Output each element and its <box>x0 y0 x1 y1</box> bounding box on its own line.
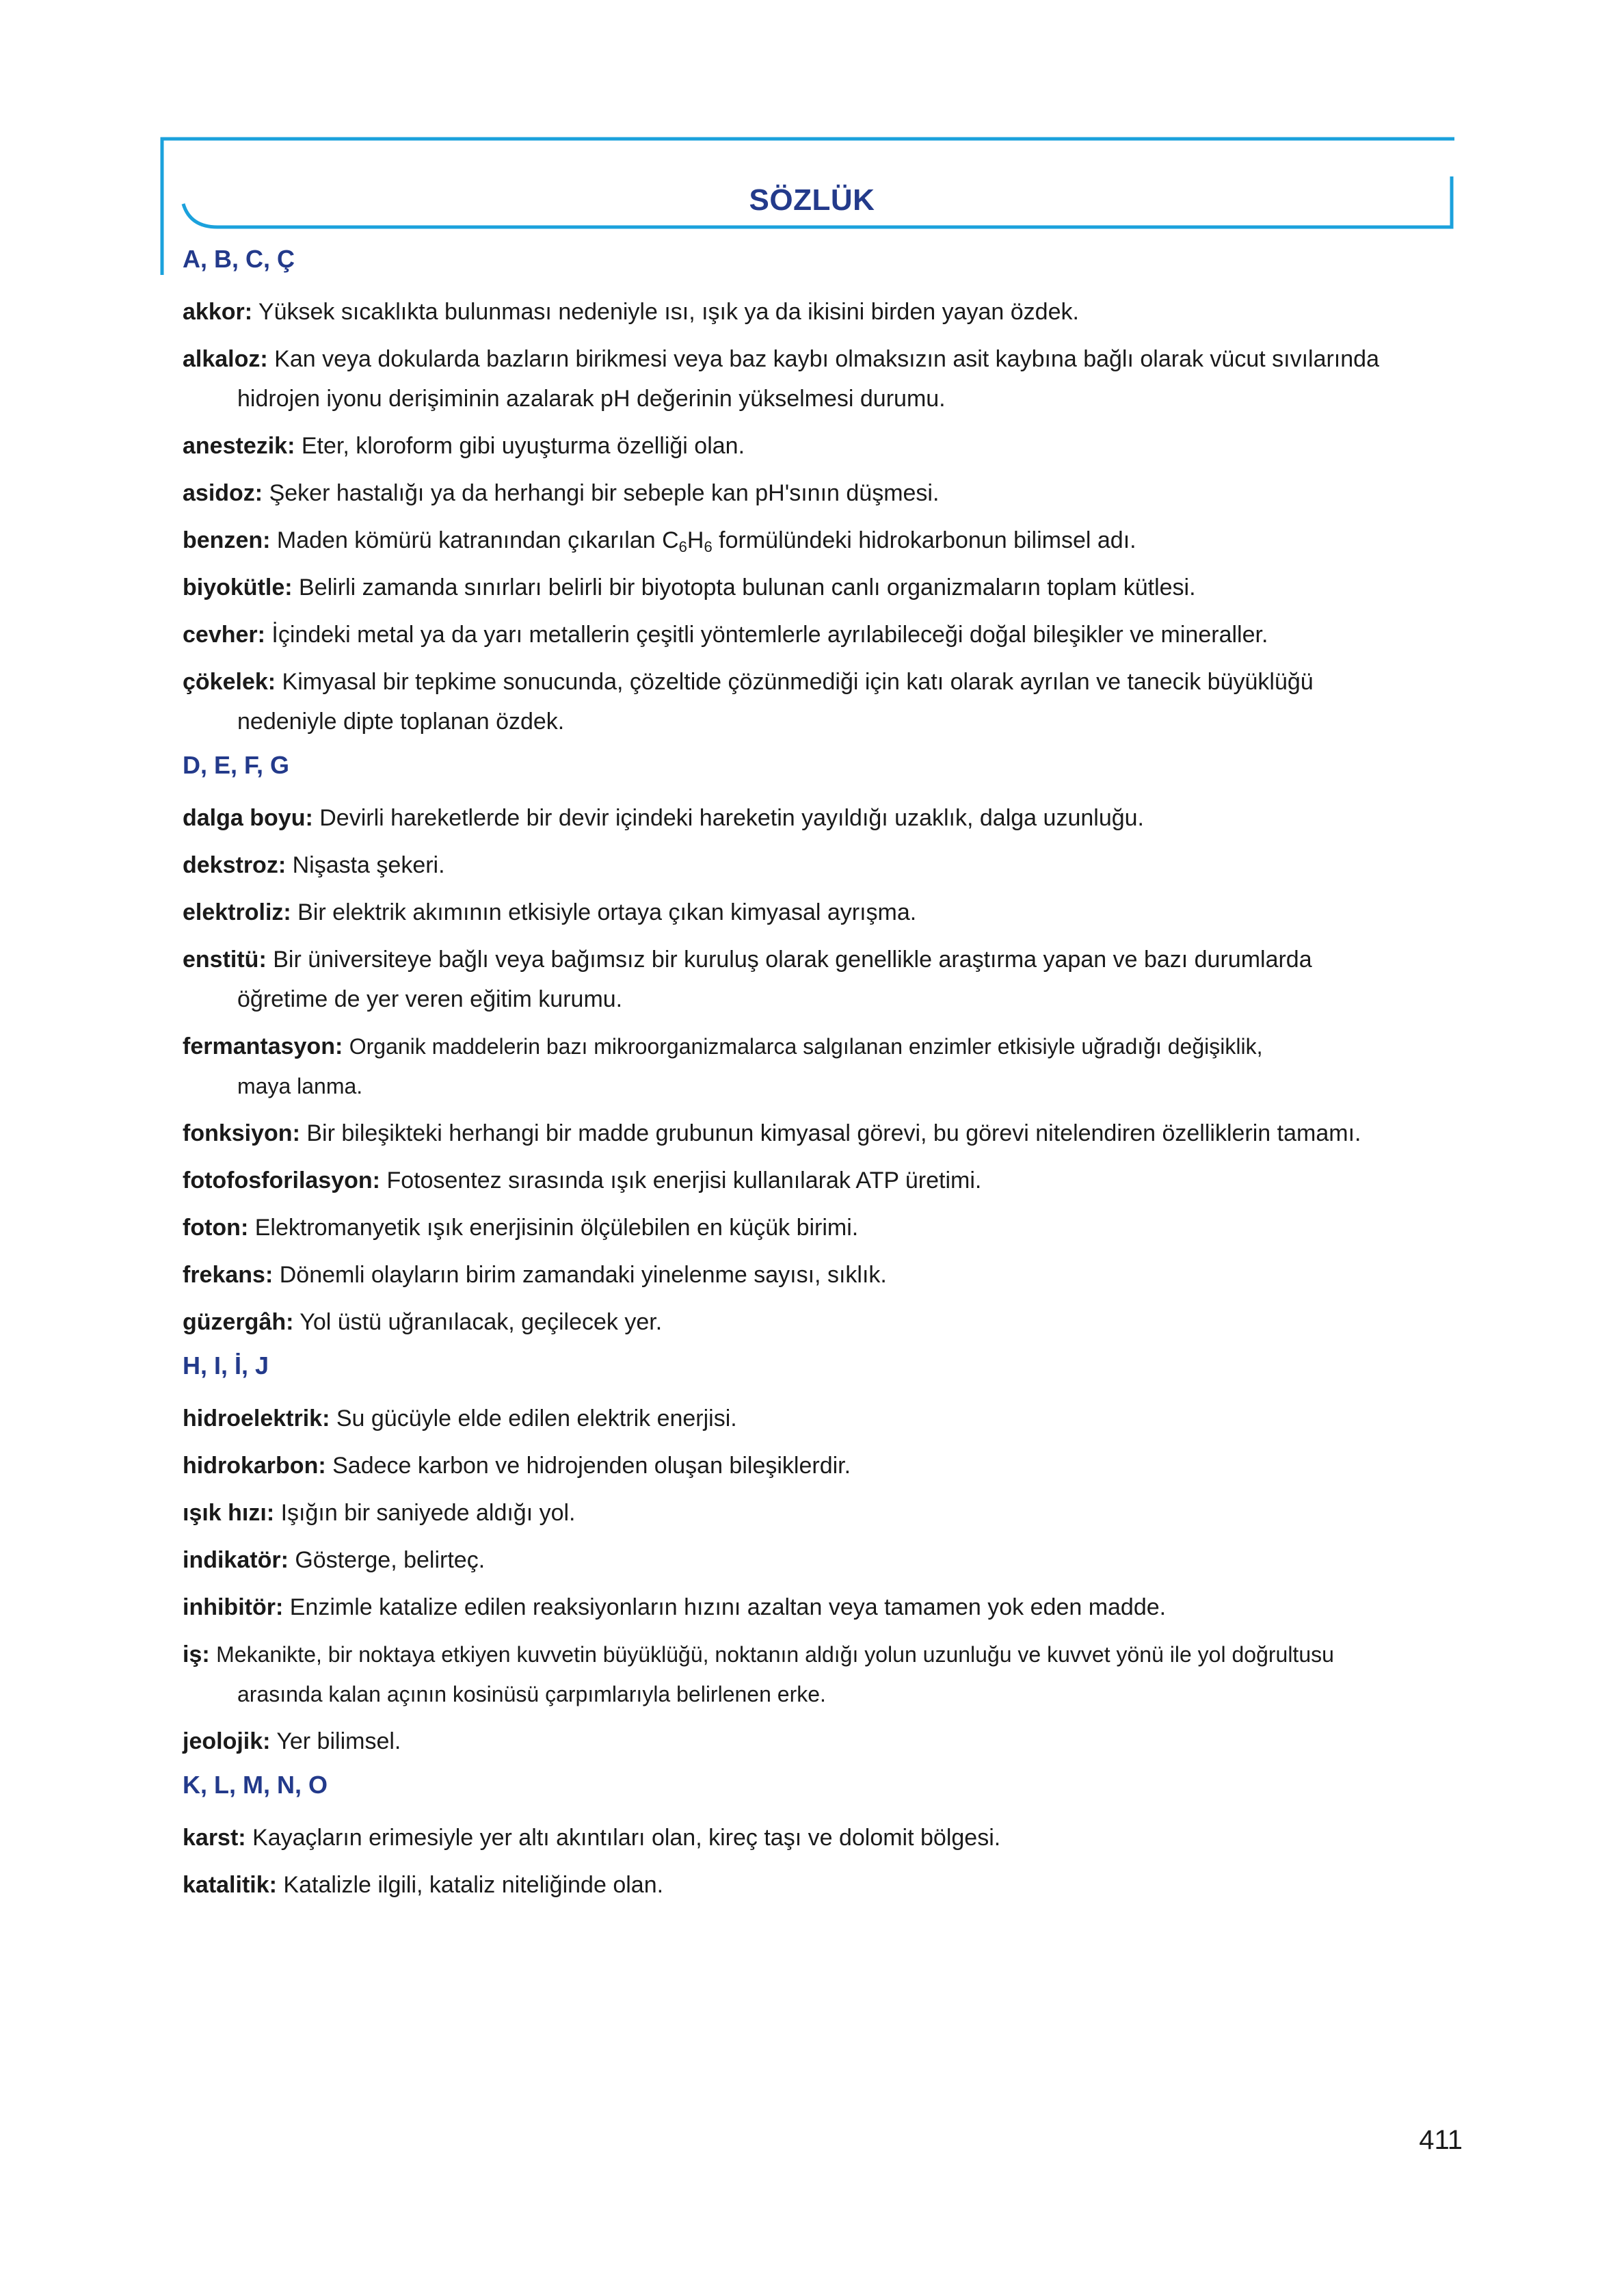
entry-definition: Enzimle katalize edilen reaksiyonların hızını azaltan veya tamamen yok eden madde. <box>289 1594 1167 1620</box>
formula-subscript: 6 <box>678 538 687 555</box>
entry-definition: Işığın bir saniyede aldığı yol. <box>280 1500 576 1526</box>
glossary-entry-alkaloz <box>183 339 1468 419</box>
entry-definition: Bir üniversiteye bağlı veya bağımsız bir kuruluş olarak genellikle araştırma yapan ve bazı durumlarda <box>273 947 1312 973</box>
glossary-entry-hidrokarbon <box>183 1446 1468 1486</box>
entry-definition: Eter, kloroform gibi uyuşturma özelliği olan. <box>301 433 745 459</box>
section-heading: A, B, C, Ç <box>183 245 295 273</box>
glossary-entry-enstitu <box>183 940 1468 1019</box>
entry-term: hidrokarbon: <box>183 1453 326 1479</box>
glossary-entry-hidroelektrik <box>183 1399 1468 1438</box>
glossary-entry-guzergah <box>183 1302 1468 1342</box>
glossary-entry-fermantasyon <box>183 1027 1468 1106</box>
glossary-entry-fonksiyon <box>183 1113 1468 1153</box>
entry-definition: Şeker hastalığı ya da herhangi bir sebeple kan pH'sının düşmesi. <box>269 480 940 506</box>
entry-definition: Devirli hareketlerde bir devir içindeki hareketin yayıldığı uzaklık, dalga uzunluğu. <box>319 805 1144 831</box>
entry-definition: Bir bileşikteki herhangi bir madde grubunun kimyasal görevi, bu görevi nitelendiren özelliklerin tamamı. <box>306 1120 1361 1146</box>
entry-definition <box>277 527 1136 553</box>
entry-definition: Yer bilimsel. <box>276 1728 401 1754</box>
glossary-entry-frekans <box>183 1255 1468 1295</box>
entry-definition: Kimyasal bir tepkime sonucunda, çözeltide çözünmediği için katı olarak ayrılan ve tanecik büyüklüğü <box>282 669 1314 695</box>
glossary-entry-fotofosforilasyon <box>183 1161 1468 1200</box>
entry-definition-continued: arasında kalan açının kosinüsü çarpımlarıyla belirlenen erke. <box>237 1682 826 1706</box>
formula-subscript: 6 <box>704 538 713 555</box>
entry-term: anestezik: <box>183 433 295 459</box>
entry-definition-continued: hidrojen iyonu derişiminin azalarak pH değerinin yükselmesi durumu. <box>237 386 946 412</box>
entry-term: indikatör: <box>183 1547 289 1573</box>
entry-definition: Mekanikte, bir noktaya etkiyen kuvvetin büyüklüğü, noktanın aldığı yolun uzunluğu ve kuvvet yönü ile yol doğrultusu <box>216 1642 1334 1667</box>
glossary-entry-jeolojik <box>183 1721 1468 1761</box>
entry-definition: Sadece karbon ve hidrojenden oluşan bileşiklerdir. <box>332 1453 851 1479</box>
entry-term: fonksiyon: <box>183 1120 300 1146</box>
entry-definition: Dönemli olayların birim zamandaki yinelenme sayısı, sıklık. <box>279 1262 887 1288</box>
entry-term: fermantasyon: <box>183 1033 343 1059</box>
page-number: 411 <box>1419 2125 1463 2155</box>
entry-definition: İçindeki metal ya da yarı metallerin çeşitli yöntemlerle ayrılabileceği doğal bileşikler ve mineraller. <box>271 622 1268 648</box>
section-h-i-j <box>183 1349 1468 1761</box>
glossary-entry-katalitik <box>183 1865 1468 1905</box>
entry-term: biyokütle: <box>183 575 293 601</box>
entry-definition: Organik maddelerin bazı mikroorganizmalarca salgılanan enzimler etkisiyle uğradığı değişiklik, <box>349 1034 1263 1059</box>
entry-term: dekstroz: <box>183 852 287 878</box>
glossary-entry-karst <box>183 1818 1468 1858</box>
entry-term: katalitik: <box>183 1872 277 1898</box>
glossary-entry-indikator <box>183 1540 1468 1580</box>
entry-term: inhibitör: <box>183 1594 284 1620</box>
entry-term: elektroliz: <box>183 899 291 925</box>
entry-definition-continued: nedeniyle dipte toplanan özdek. <box>237 709 565 735</box>
entry-term: benzen: <box>183 527 271 553</box>
page-title: SÖZLÜK <box>749 183 875 217</box>
glossary-entry-cokelek <box>183 662 1468 741</box>
entry-definition: Yüksek sıcaklıkta bulunması nedeniyle ısı, ışık ya da ikisini birden yayan özdek. <box>258 299 1079 325</box>
entry-definition: Elektromanyetik ışık enerjisinin ölçülebilen en küçük birimi. <box>254 1215 859 1241</box>
glossary-entry-biyokutle <box>183 568 1468 607</box>
entry-definition: Bir elektrik akımının etkisiyle ortaya çıkan kimyasal ayrışma. <box>297 899 917 925</box>
glossary-entry-elektroliz <box>183 893 1468 932</box>
entry-term: çökelek: <box>183 669 276 695</box>
entry-term: fotofosforilasyon: <box>183 1167 380 1193</box>
entry-term: iş: <box>183 1641 210 1667</box>
section-k-l-m-n-o <box>183 1769 1468 1905</box>
section-heading: K, L, M, N, O <box>183 1771 328 1799</box>
entry-definition: Gösterge, belirteç. <box>295 1547 485 1573</box>
glossary-content <box>183 243 1468 1912</box>
entry-term: frekans: <box>183 1262 274 1288</box>
glossary-entry-is <box>183 1635 1468 1714</box>
glossary-entry-dekstroz <box>183 845 1468 885</box>
entry-term: dalga boyu: <box>183 805 313 831</box>
entry-definition: Fotosentez sırasında ışık enerjisi kullanılarak ATP üretimi. <box>386 1167 982 1193</box>
entry-definition: Kan veya dokularda bazların birikmesi veya baz kaybı olmaksızın asit kaybına bağlı olarak vücut sıvılarında <box>274 346 1379 372</box>
definition-text: formülündeki hidrokarbonun bilimsel adı. <box>712 527 1136 553</box>
entry-definition-continued: maya lanma. <box>237 1074 363 1098</box>
entry-definition: Nişasta şekeri. <box>292 852 445 878</box>
formula-text: H <box>687 527 704 553</box>
entry-term: foton: <box>183 1215 249 1241</box>
entry-term: enstitü: <box>183 947 267 973</box>
entry-definition: Belirli zamanda sınırları belirli bir biyotopta bulunan canlı organizmaların toplam kütlesi. <box>299 575 1196 601</box>
section-heading: D, E, F, G <box>183 751 290 779</box>
entry-definition: Yol üstü uğranılacak, geçilecek yer. <box>299 1309 663 1335</box>
entry-term: jeolojik: <box>183 1728 271 1754</box>
glossary-entry-isik-hizi <box>183 1493 1468 1533</box>
glossary-entry-dalga-boyu <box>183 798 1468 838</box>
entry-definition-continued: öğretime de yer veren eğitim kurumu. <box>237 986 623 1012</box>
entry-term: güzergâh: <box>183 1309 294 1335</box>
glossary-entry-anestezik <box>183 426 1468 466</box>
glossary-entry-foton <box>183 1208 1468 1248</box>
section-heading: H, I, İ, J <box>183 1351 269 1380</box>
section-a-b-c <box>183 243 1468 741</box>
glossary-entry-inhibitor <box>183 1587 1468 1627</box>
definition-text: Maden kömürü katranından çıkarılan C <box>276 527 679 553</box>
glossary-entry-benzen <box>183 520 1468 560</box>
entry-term: asidoz: <box>183 480 263 506</box>
entry-term: hidroelektrik: <box>183 1405 330 1431</box>
glossary-entry-asidoz <box>183 473 1468 513</box>
entry-term: akkor: <box>183 299 253 325</box>
entry-definition: Katalizle ilgili, kataliz niteliğinde olan. <box>283 1872 664 1898</box>
glossary-entry-cevher <box>183 615 1468 655</box>
entry-definition: Kayaçların erimesiyle yer altı akıntıları olan, kireç taşı ve dolomit bölgesi. <box>252 1825 1001 1851</box>
entry-term: cevher: <box>183 622 265 648</box>
glossary-entry-akkor <box>183 292 1468 332</box>
entry-term: karst: <box>183 1825 246 1851</box>
section-d-e-f-g <box>183 749 1468 1342</box>
entry-term: alkaloz: <box>183 346 268 372</box>
entry-term: ışık hızı: <box>183 1500 275 1526</box>
entry-definition: Su gücüyle elde edilen elektrik enerjisi. <box>336 1405 737 1431</box>
